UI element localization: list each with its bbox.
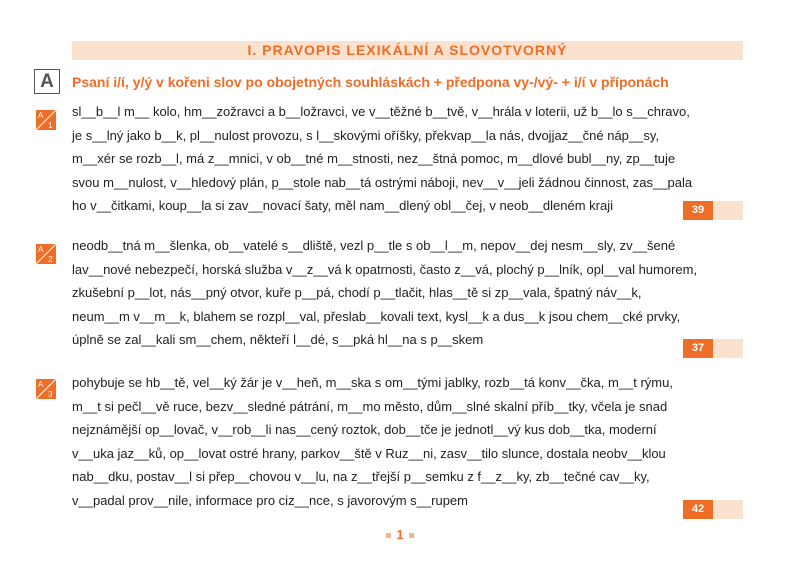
svg-text:A: A — [38, 111, 44, 120]
exercise-1-badge — [36, 110, 56, 130]
decor-square-icon — [386, 533, 391, 538]
score-badge: 39 — [683, 201, 713, 220]
svg-text:A: A — [38, 245, 44, 254]
exercise-line: neum__m v__m__k, blahem se rozpl__val, přeslab__kovali text, kysl__k a dus__k jsou chem__cké prvky, — [72, 308, 681, 324]
exercise-line: m__xér se rozb__l, má z__mnici, v ob__tné m__stnosti, nez__štná pomoc, m__dlové bubl__ny, zp__tuje — [72, 151, 676, 167]
exercise-line: zkušební p__lot, nás__pný otvor, kuře p__pá, chodí p__tlačit, hlas__tě si zp__vala, špatný náv__k, — [72, 285, 642, 301]
exercise-2-badge — [36, 244, 56, 264]
exercise-2-score-bar — [683, 339, 743, 358]
score-badge: 42 — [683, 500, 713, 519]
svg-text:1: 1 — [48, 121, 53, 130]
exercise-line: v__uka jaz__ků, op__lovat ostré hrany, parkov__ště v Ruz__ni, zasv__tilo slunce, dostala neobv__klou — [72, 445, 666, 461]
svg-text:A: A — [38, 380, 44, 389]
svg-text:2: 2 — [48, 255, 53, 264]
exercise-3-score-bar — [683, 500, 743, 519]
exercise-line: sl__b__l m__ kolo, hm__zožravci a b__ložravci, ve v__těžné b__tvě, v__hrála v loterii, už b__lo s__chravo, — [72, 104, 690, 119]
exercise-line: lav__nové nebezpečí, horská služba v__z__vá k opatrnosti, často z__vá, plochý p__lník, opl__val humorem, — [72, 261, 698, 277]
exercise-badge-icon — [36, 244, 56, 264]
exercise-line: neodb__tná m__šlenka, ob__vatelé s__dliště, vezl p__tle s ob__l__m, nepov__dej nesm__sly, zv__šené — [72, 238, 676, 253]
exercise-line: nejznámější op__lovač, v__rob__li nas__cený roztok, dob__tče je jednotl__vý kus dob__tka, moderní — [72, 422, 657, 438]
exercise-badge-icon — [36, 379, 56, 399]
section-heading: Psaní i/í, y/ý v kořeni slov po obojetných souhláskách + předpona vy-/vý- + i/í v příponách — [72, 74, 669, 90]
exercise-line: úplně se zal__kali sm__chem, někteří l__dé, s__pká hl__na s p__skem — [72, 332, 484, 348]
exercise-2-text — [72, 234, 744, 352]
exercise-line: pohybuje se hb__tě, vel__ký žár je v__heň, m__ska s om__tými jablky, rozb__tá konv__čka, m__t rýmu, — [72, 375, 673, 390]
exercise-1-score-bar — [683, 201, 743, 220]
decor-square-icon — [409, 533, 414, 538]
exercise-line: m__t si pečl__vě ruce, bezv__sledné pátrání, m__mo město, dům__slné skalní příb__tky, včela je snad — [72, 398, 668, 414]
exercise-3-text — [72, 371, 744, 513]
exercise-line: nab__dku, postav__l si přep__chovou v__lu, na z__třejší p__semku z f__z__ky, zb__tečné cav__ky, — [72, 469, 650, 485]
exercise-line: je s__lný jako b__k, pl__nulost provozu, s l__skovými oříšky, překvap__la nás, dvojjaz__čné náp__sy, — [72, 127, 660, 143]
exercise-line: v__padal prov__nile, informace pro ciz__nce, s javorovým s__rupem — [72, 492, 468, 508]
section-letter-box: A — [34, 69, 60, 94]
svg-text:3: 3 — [48, 390, 53, 399]
exercise-1-text — [72, 100, 744, 218]
exercise-3-badge — [36, 379, 56, 399]
score-badge: 37 — [683, 339, 713, 358]
exercise-badge-icon — [36, 110, 56, 130]
page-number — [370, 527, 430, 542]
chapter-title-bar — [72, 41, 743, 60]
exercise-line: ho v__čitkami, koup__la si zav__novací šaty, měl nam__dlený obl__čej, v neob__dleném kraji — [72, 198, 614, 214]
page-number-value: 1 — [396, 527, 404, 542]
chapter-title: I. PRAVOPIS LEXIKÁLNÍ A SLOVOTVORNÝ — [247, 42, 568, 58]
exercise-line: svou m__nulost, v__hledový plán, p__stole nab__tá ostrými náboji, nev__v__jeli žádnou činnost, zas__pala — [72, 174, 693, 190]
